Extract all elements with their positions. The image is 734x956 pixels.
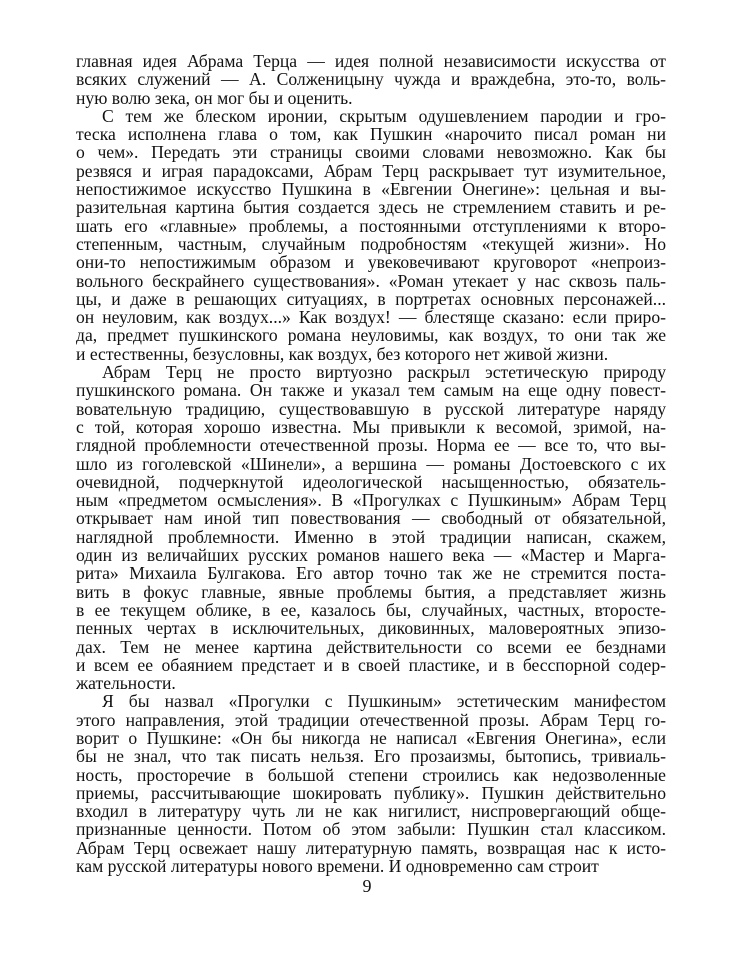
text-line: ным «предметом осмысления». В «Прогулках с Пушкиным» Абрам Терц [76,490,666,511]
text-line: открывает нам иной тип повествования — свободный от обязательной, [76,508,666,529]
text-line: ворит о Пушкине: «Он бы никогда не написал «Евгения Онегина», если [76,727,666,748]
text-line: они-то непостижимым образом и увековечивают круговорот «непроиз- [76,252,666,273]
text-line: глядной проблемности отечественной прозы. Норма ее — все то, что вы- [76,435,666,456]
text-line: да, предмет пушкинского романа неуловимы, как воздух, то они так же [76,325,666,346]
text-line: бы не знал, что так писать нельзя. Его прозаизмы, бытопись, тривиаль- [76,746,666,767]
paragraph [76,52,666,107]
paragraph [76,692,666,875]
text-line: разительная картина бытия создается здесь не стремлением ставить и ре- [76,197,666,218]
text-line: он неуловим, как воздух...» Как воздух! — блестяще сказано: если приро- [76,307,666,328]
text-line: пенных чертах в исключительных, диковинных, маловероятных эпизо- [76,618,666,639]
text-line: наглядной проблемности. Именно в этой традиции написан, скажем, [76,526,666,547]
text-line: Абрам Терц не просто виртуозно раскрыл эстетическую природу [102,362,666,383]
text-line: в ее текущем облике, в ее, казалось бы, случайных, частных, второсте- [76,599,666,620]
text-line: Я бы назвал «Прогулки с Пушкиным» эстетическим манифестом [102,691,666,712]
text-line: и естественны, безусловны, как воздух, без которого нет живой жизни. [76,343,609,364]
text-line: главная идея Абрама Терца — идея полной независимости искусства от [76,51,666,71]
text-line: С тем же блеском иронии, скрытым одушевлением пародии и гро- [102,105,666,126]
text-line: с той, которая хорошо известна. Мы привыкли к весомой, зримой, на- [76,416,666,437]
text-line: один из величайших русских романов нашего века — «Мастер и Марга- [76,545,666,566]
text-line: приемы, рассчитывающие шокировать публику». Пушкин действительно [76,782,666,803]
text-line: шло из гоголевской «Шинели», а вершина — романы Достоевского с их [76,453,666,474]
text-line: жательности. [76,673,176,694]
text-line: степенным, частным, случайным подробностям «текущей жизни». Но [76,233,666,254]
text-line: очевидной, подчеркнутой идеологической насыщенностью, обязатель- [76,471,666,492]
text-line: непостижимое искусство Пушкина в «Евгении Онегине»: цельная и вы- [76,179,666,200]
text-line: ность, просторечие в большой степени строились как недозволенные [76,764,666,785]
text-line: рита» Михаила Булгакова. Его автор точно так же не стремится поста- [76,563,666,584]
text-line: и всем ее обаянием предстает и в своей пластике, и в бесспорной содер- [76,654,666,675]
text-line: признанные ценности. Потом об этом забыли: Пушкин стал классиком. [76,819,666,840]
text-line: теска исполнена глава о том, как Пушкин «нарочито писал роман ни [76,124,666,145]
text-line: Абрам Терц освежает нашу литературную память, возвращая нас к исто- [76,837,666,858]
text-line: ную волю зека, он мог бы и оценить. [76,87,353,108]
text-line: кам русской литературы нового времени. И одновременно сам строит [76,856,599,877]
text-line: вить в фокус главные, явные проблемы бытия, а представляет жизнь [76,581,666,602]
text-line: пушкинского романа. Он также и указал тем самым на еще одну повест- [76,380,666,401]
text-line: о чем». Передать эти страницы своими словами невозможно. Как бы [76,142,666,163]
text-line: входил в литературу чуть ли не как нигилист, ниспровергающий обще- [76,801,666,822]
page-text [76,52,666,875]
text-line: вовательную традицию, существовавшую в русской литературе наряду [76,398,666,419]
paragraph [76,363,666,692]
text-line: вольного бескрайнего существования». «Роман утекает у нас сквозь паль- [76,270,666,291]
text-line: дах. Тем не менее картина действительности со всеми ее безднами [76,636,666,657]
text-line: резвяся и играя парадоксами, Абрам Терц раскрывает тут изумительное, [76,160,666,181]
text-line: этого направления, этой традиции отечественной прозы. Абрам Терц го- [76,709,666,730]
page-number: 9 [362,876,372,896]
text-line: цы, и даже в решающих ситуациях, в портретах основных персонажей... [76,288,666,309]
text-line: всяких служений — А. Солженицыну чужда и враждебна, это-то, воль- [76,69,666,90]
text-line: шать его «главные» проблемы, а постоянными отступлениями к второ- [76,215,666,236]
paragraph [76,107,666,363]
